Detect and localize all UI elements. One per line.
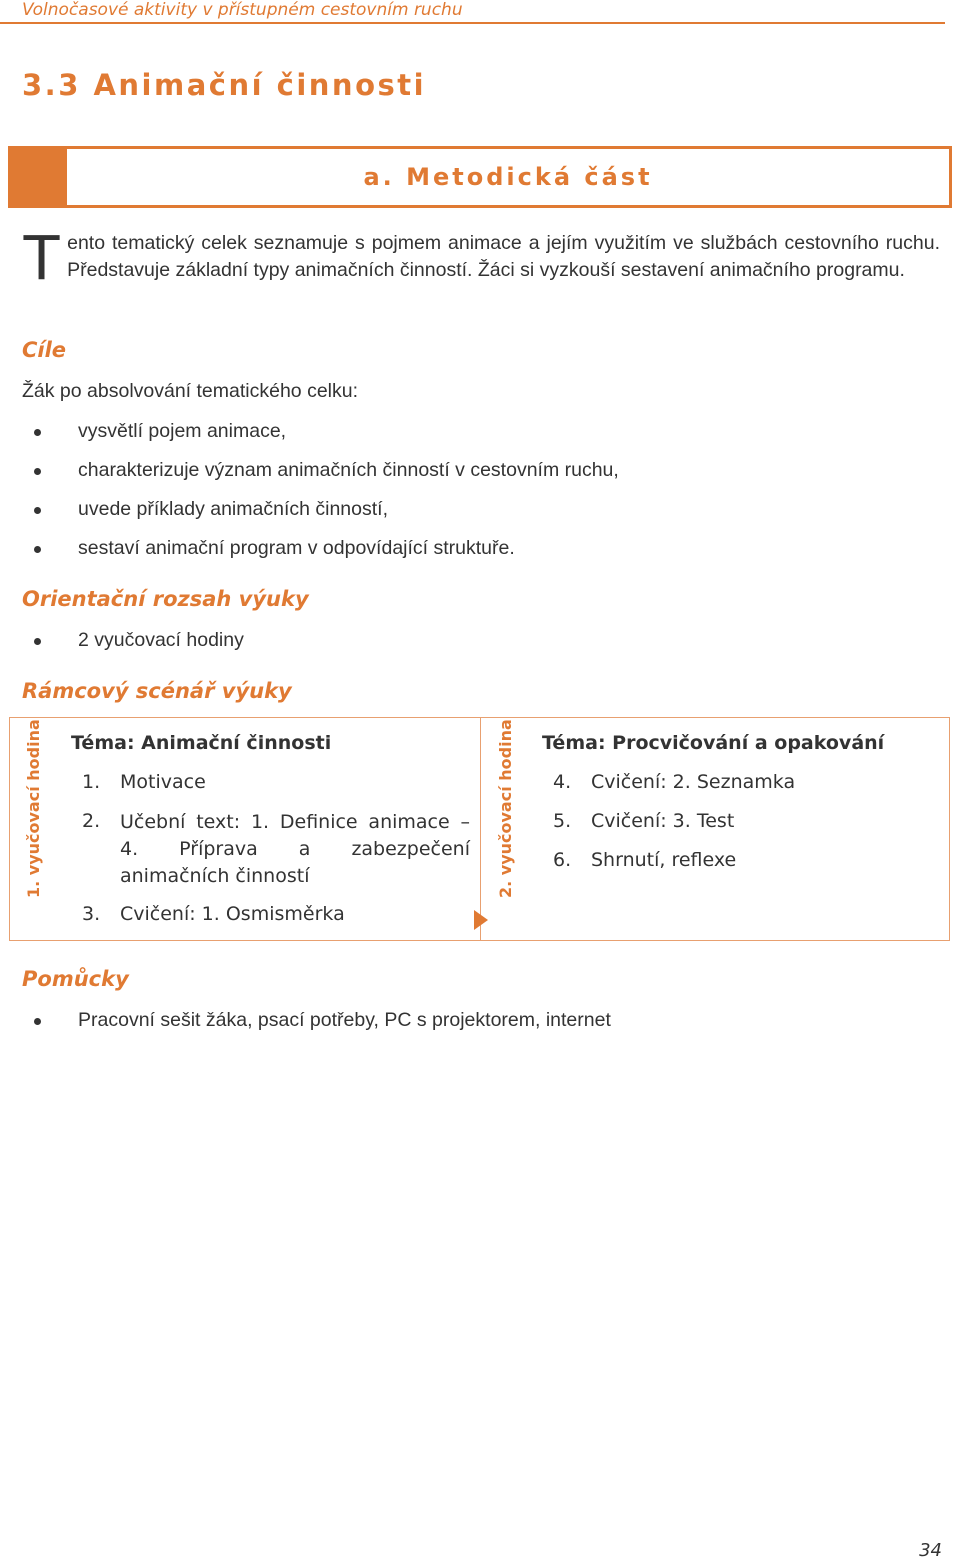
scenario-heading: Rámcový scénář výuky [22, 679, 292, 703]
lesson1-item [82, 771, 472, 797]
item-text: Shrnutí, reflexe [591, 849, 737, 871]
goal-item [34, 537, 934, 563]
goal-item-text: sestaví animační program v odpovídající struktuře. [78, 537, 515, 559]
item-text: Učební text: 1. Definice animace – 4. Příprava a zabezpečení animačních činností [120, 811, 470, 887]
lesson2-topic: Téma: Procvičování a opakování [542, 732, 885, 754]
intro-text: ento tematický celek seznamuje s pojmem animace a jejím využitím ve službách cestovního ruchu. Představuje základní typy animačních činností. Žáci si vyzkouší sestavení animačního programu. [67, 232, 940, 281]
header-rule [0, 22, 945, 24]
goal-item [34, 498, 934, 524]
goal-item-text: vysvětlí pojem animace, [78, 420, 287, 442]
goal-item-text: uvede příklady animačních činností, [78, 498, 389, 520]
item-text: Cvičení: 1. Osmisměrka [120, 903, 345, 925]
aids-item-text: Pracovní sešit žáka, psací potřeby, PC s projektorem, internet [78, 1009, 611, 1031]
section-title: 3.3 Animační činnosti [22, 68, 427, 102]
scope-item [34, 629, 934, 655]
aids-item [34, 1009, 934, 1035]
bullet-icon [34, 429, 41, 436]
arrow-right-icon [474, 910, 488, 930]
item-number: 5. [553, 810, 572, 832]
lesson1-topic: Téma: Animační činnosti [71, 732, 332, 754]
drop-cap: T [22, 221, 62, 293]
item-text: Cvičení: 3. Test [591, 810, 735, 832]
scope-item-text: 2 vyučovací hodiny [78, 629, 244, 651]
scope-heading: Orientační rozsah výuky [22, 587, 309, 611]
lesson1-label: 1. vyučovací hodina [24, 719, 43, 898]
goal-item [34, 459, 934, 485]
lesson-plan-divider [480, 717, 481, 941]
item-text: Cvičení: 2. Seznamka [591, 771, 796, 793]
item-number: 2. [82, 810, 101, 832]
bullet-icon [34, 507, 41, 514]
lesson2-label: 2. vyučovací hodina [496, 719, 515, 898]
bullet-icon [34, 546, 41, 553]
aids-heading: Pomůcky [22, 967, 129, 991]
item-number: 6. [553, 849, 572, 871]
bullet-icon [34, 468, 41, 475]
lesson1-item [82, 903, 472, 929]
part-box-tab [11, 149, 67, 205]
goal-item-text: charakterizuje význam animačních činností v cestovním ruchu, [78, 459, 619, 481]
item-text: Motivace [120, 771, 206, 793]
goal-item [34, 420, 934, 446]
running-header: Volnočasové aktivity v přístupném cestovním ruchu [22, 0, 463, 20]
lesson2-item [553, 771, 933, 797]
item-number: 1. [82, 771, 101, 793]
part-box-label: a. Metodická část [363, 163, 653, 191]
goals-lead: Žák po absolvování tematického celku: [22, 380, 359, 402]
bullet-icon [34, 1018, 41, 1025]
item-number: 3. [82, 903, 101, 925]
item-number: 4. [553, 771, 572, 793]
bullet-icon [34, 638, 41, 645]
goals-heading: Cíle [22, 338, 67, 362]
intro-paragraph [22, 221, 940, 293]
lesson2-item [553, 810, 933, 836]
lesson1-item [82, 810, 472, 890]
page-number: 34 [919, 1540, 942, 1561]
part-box [8, 146, 952, 208]
lesson2-item [553, 849, 933, 875]
